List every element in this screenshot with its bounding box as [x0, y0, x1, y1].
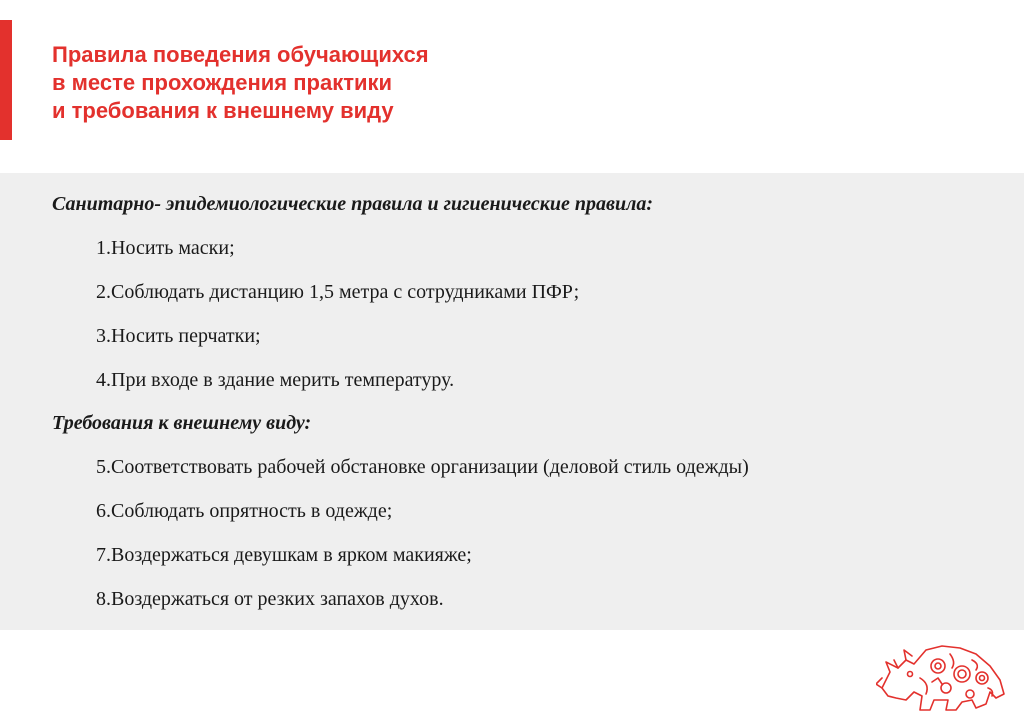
- accent-bar: [0, 20, 12, 140]
- list-item: 2.Соблюдать дистанцию 1,5 метра с сотрудниками ПФР;: [96, 281, 580, 303]
- list-item: 3.Носить перчатки;: [96, 325, 261, 347]
- list-item: 8.Воздержаться от резких запахов духов.: [96, 588, 444, 610]
- title-line-3: и требования к внешнему виду: [52, 98, 394, 123]
- section-heading-sanitary: Санитарно- эпидемиологические правила и гигиенические правила:: [52, 193, 654, 215]
- list-item: 6.Соблюдать опрятность в одежде;: [96, 500, 393, 522]
- title-line-1: Правила поведения обучающихся: [52, 42, 429, 67]
- rhino-icon: [876, 638, 1012, 716]
- slide-title: [52, 41, 752, 125]
- section-heading-appearance: Требования к внешнему виду:: [52, 412, 312, 434]
- list-item: 5.Соответствовать рабочей обстановке организации (деловой стиль одежды): [96, 456, 749, 478]
- title-line-2: в месте прохождения практики: [52, 70, 393, 95]
- list-item: 4.При входе в здание мерить температуру.: [96, 369, 455, 391]
- list-item: 1.Носить маски;: [96, 237, 235, 259]
- list-item: 7.Воздержаться девушкам в ярком макияже;: [96, 544, 472, 566]
